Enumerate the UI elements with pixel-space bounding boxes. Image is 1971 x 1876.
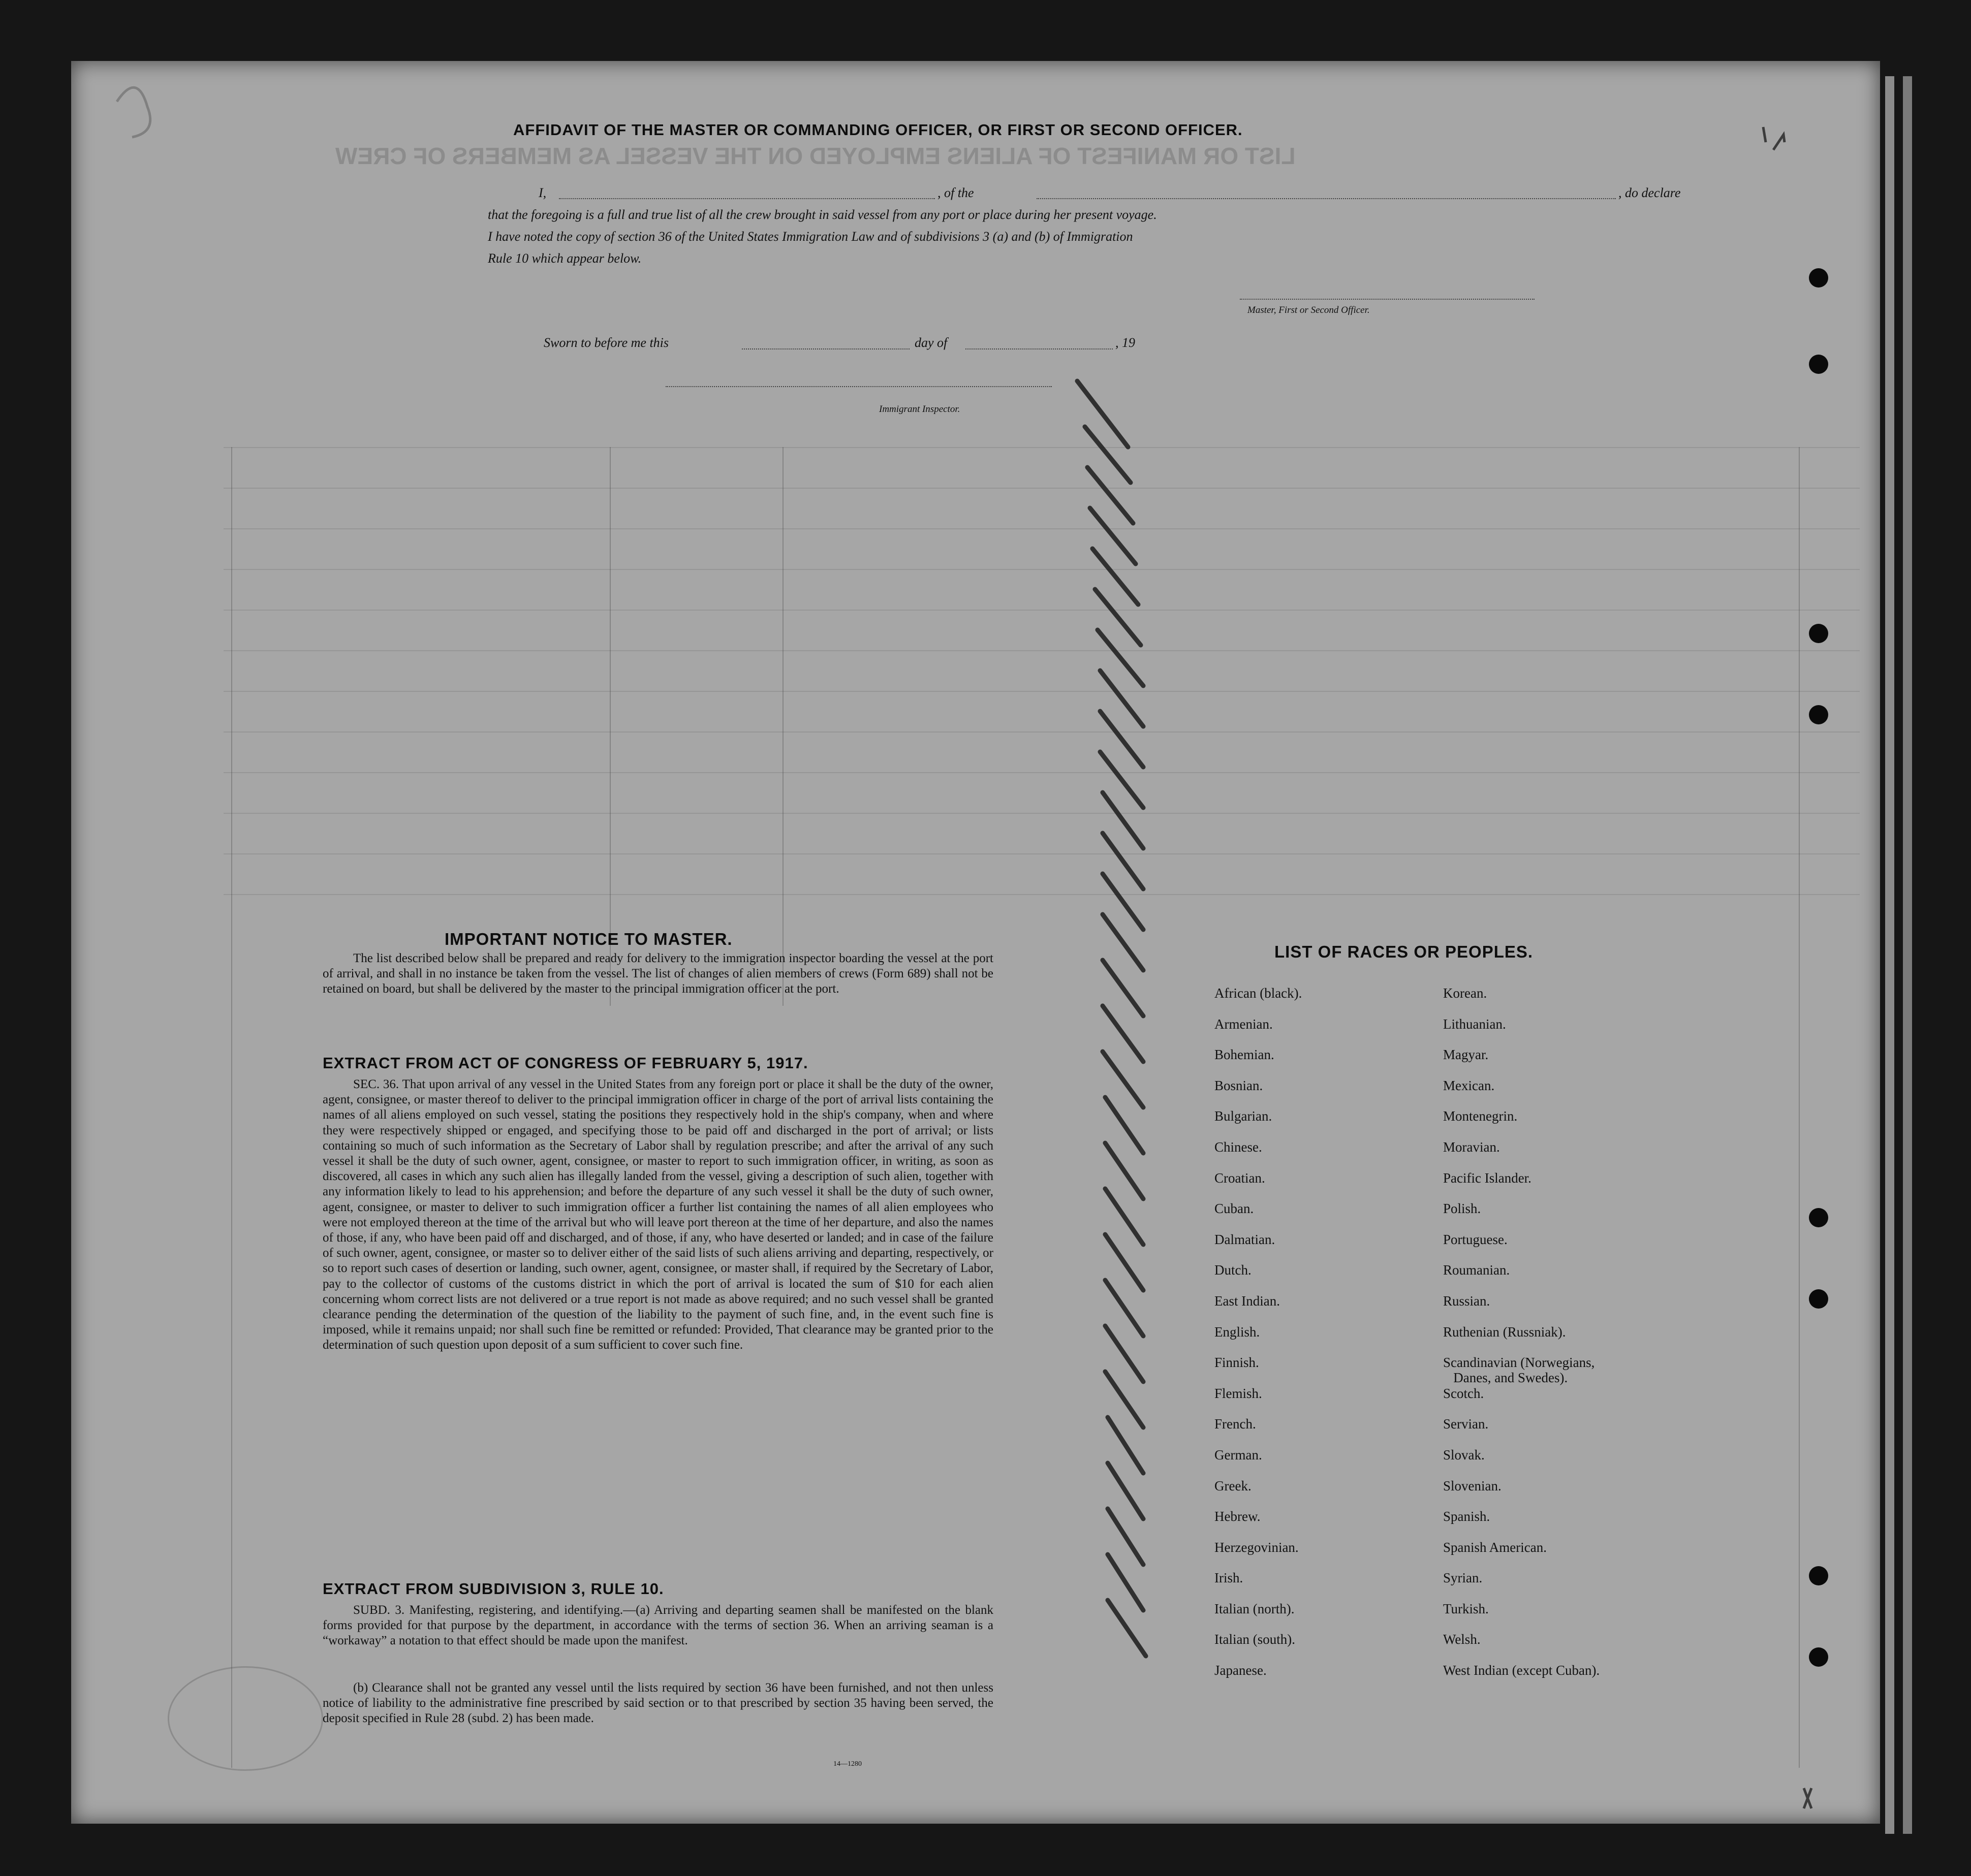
sworn-year-label: , 19 (1115, 335, 1135, 350)
race-item: Korean. (1443, 985, 1487, 1001)
race-item: Lithuanian. (1443, 1016, 1506, 1032)
race-item: Syrian. (1443, 1570, 1483, 1586)
punch-hole (1809, 355, 1828, 374)
race-item: Herzegovinian. (1214, 1539, 1299, 1555)
affidavit-line-3: I have noted the copy of section 36 of the United States Immigration Law and of subdivisions 3 (a) and (b) of Immigration (488, 229, 1133, 244)
race-item: Italian (south). (1214, 1632, 1295, 1647)
punch-hole (1809, 624, 1828, 643)
sworn-day-of-label: day of (915, 335, 948, 350)
affidavit-line-2: that the foregoing is a full and true list of all the crew brought in said vessel from any port or place during her present voyage. (488, 207, 1157, 222)
race-item: East Indian. (1214, 1293, 1280, 1309)
punch-hole (1809, 268, 1828, 288)
race-item: Portuguese. (1443, 1231, 1508, 1247)
race-item: Chinese. (1214, 1139, 1262, 1155)
affidavit-i: I, (539, 185, 547, 200)
race-item: German. (1214, 1447, 1262, 1462)
race-item: Ruthenian (Russniak). (1443, 1324, 1566, 1340)
races-heading: LIST OF RACES OR PEOPLES. (1274, 942, 1534, 961)
affidavit-line-4: Rule 10 which appear below. (488, 251, 642, 266)
race-item: Servian. (1443, 1416, 1489, 1432)
race-item: Welsh. (1443, 1632, 1481, 1647)
form-number: 14—1280 (833, 1760, 862, 1768)
act-extract-heading: EXTRACT FROM ACT OF CONGRESS OF FEBRUARY 5, 1917. (323, 1054, 808, 1072)
race-item: Dalmatian. (1214, 1231, 1275, 1247)
race-item: English. (1214, 1324, 1260, 1340)
punch-hole (1809, 705, 1828, 724)
affidavit-declare: , do declare (1618, 185, 1681, 200)
race-item: Turkish. (1443, 1601, 1489, 1616)
race-item: Hebrew. (1214, 1509, 1261, 1524)
race-item: West Indian (except Cuban). (1443, 1663, 1600, 1678)
handwritten-strike-marks (71, 61, 1880, 1824)
rule-extract-subd-b: (b) Clearance shall not be granted any vessel until the lists required by section 36 have been furnished, and not then unless notice of liability to the administrative fine prescribed by said section or to that prescribed by section 35 having been served, the deposit specified in Rule 28 (subd. 2) has been made. (323, 1681, 993, 1726)
master-signature-label: Master, First or Second Officer. (1247, 305, 1370, 315)
sworn-before-label: Sworn to before me this (544, 335, 669, 350)
race-item: Spanish American. (1443, 1539, 1547, 1555)
race-item: Moravian. (1443, 1139, 1500, 1155)
race-item: Croatian. (1214, 1170, 1265, 1186)
race-item: Irish. (1214, 1570, 1243, 1586)
race-item: Spanish. (1443, 1509, 1490, 1524)
race-item: Pacific Islander. (1443, 1170, 1531, 1186)
bleed-through-heading: LIST OR MANIFEST OF ALIENS EMPLOYED ON THE VESSEL AS MEMBERS OF CREW (335, 143, 1296, 169)
race-item: French. (1214, 1416, 1256, 1432)
race-item: Polish. (1443, 1201, 1481, 1217)
race-item: Flemish. (1214, 1385, 1262, 1401)
punch-hole (1809, 1289, 1828, 1309)
race-item: Dutch. (1214, 1262, 1252, 1278)
punch-hole (1809, 1208, 1828, 1227)
notice-body: The list described below shall be prepared and ready for delivery to the immigration inspector boarding the vessel at the port of arrival, and shall in no instance be taken from the vessel. The list of changes of alien members of crews (Form 689) shall not be retained on board, but shall be delivered by the master to the principal immigration officer at the port. (323, 951, 993, 996)
race-item: Montenegrin. (1443, 1108, 1518, 1124)
race-item: Armenian. (1214, 1016, 1273, 1032)
adjacent-page-edge (1885, 76, 1894, 1834)
race-item: Slovenian. (1443, 1478, 1501, 1493)
adjacent-page-edge (1903, 76, 1912, 1834)
affidavit-of-the: , of the (937, 185, 974, 200)
rule-extract-heading: EXTRACT FROM SUBDIVISION 3, RULE 10. (323, 1580, 664, 1598)
race-item: Scandinavian (Norwegians, Danes, and Swedes). (1443, 1355, 1595, 1386)
punch-hole (1809, 1647, 1828, 1667)
rule-extract-subd-a: SUBD. 3. Manifesting, registering, and identifying.—(a) Arriving and departing seamen shall be manifested on the blank forms provided for that purpose by the department, in accordance with the terms of section 36. When an arriving seaman is a “workaway” a notation to that effect should be made upon the manifest. (323, 1603, 993, 1648)
race-item: Cuban. (1214, 1201, 1254, 1217)
race-item: Bulgarian. (1214, 1108, 1272, 1124)
inspector-signature-label: Immigrant Inspector. (879, 404, 960, 415)
race-item: Bosnian. (1214, 1077, 1263, 1093)
race-item: Slovak. (1443, 1447, 1485, 1462)
race-item: Italian (north). (1214, 1601, 1295, 1616)
race-item: Japanese. (1214, 1663, 1267, 1678)
race-item: Bohemian. (1214, 1047, 1274, 1063)
race-item: African (black). (1214, 985, 1302, 1001)
race-item: Greek. (1214, 1478, 1252, 1493)
race-item: Roumanian. (1443, 1262, 1510, 1278)
race-item: Finnish. (1214, 1355, 1259, 1371)
punch-hole (1809, 1566, 1828, 1585)
act-extract-body: SEC. 36. That upon arrival of any vessel in the United States from any foreign port or place it shall be the duty of the owner, agent, consignee, or master thereof to deliver to the principal immigration officer in charge of the port of arrival lists containing the names of all aliens employed on such vessel, stating the positions they respectively hold in the ship's company, when and where they were respectively shipped or engaged, and specifying those to be paid off and discharged in the port of arrival; or lists containing so much of such information as the Secretary of Labor shall by regulation prescribe; and after the arrival of any such vessel it shall be the duty of such owner, agent, consignee, or master to report to such immigration officer, in writing, as soon as discovered, all cases in which any such alien has illegally landed from the vessel, giving a description of such alien, together with any information likely to lead to his apprehension; and before the departure of any such vessel it shall be the duty of such owner, agent, consignee, or master to deliver to such immigration officer a further list containing the names of all alien employees who were not employed thereon at the time of the arrival but who will leave port thereon at the time of her departure, and also the names of those, if any, who have been paid off and discharged, and of those, if any, who have deserted or landed; and in case of the failure of such owner, agent, consignee, or master so to deliver either of the said lists of such aliens arriving and departing, respectively, or so to report such cases of desertion or landing, such owner, agent, consignee, or master shall, if required by the Secretary of Labor, pay to the collector of customs of the customs district in which the port of arrival is located the sum of $10 for each alien concerning whom correct lists are not delivered or a true report is not made as above required; and no such vessel shall be granted clearance pending the determination of the question of the liability to the payment of such fine, and, in the event such fine is imposed, while it remains unpaid; nor shall such fine be remitted or refunded: Provided, That clearance may be granted prior to the determination of such question upon deposit of a sum sufficient to cover such fine. (323, 1077, 993, 1352)
race-item: Magyar. (1443, 1047, 1489, 1063)
race-item: Russian. (1443, 1293, 1490, 1309)
notice-heading: IMPORTANT NOTICE TO MASTER. (445, 930, 733, 948)
affidavit-title: AFFIDAVIT OF THE MASTER OR COMMANDING OFFICER, OR FIRST OR SECOND OFFICER. (513, 121, 1243, 139)
manifest-sheet (71, 61, 1880, 1824)
race-item: Scotch. (1443, 1385, 1484, 1401)
race-item: Mexican. (1443, 1077, 1495, 1093)
